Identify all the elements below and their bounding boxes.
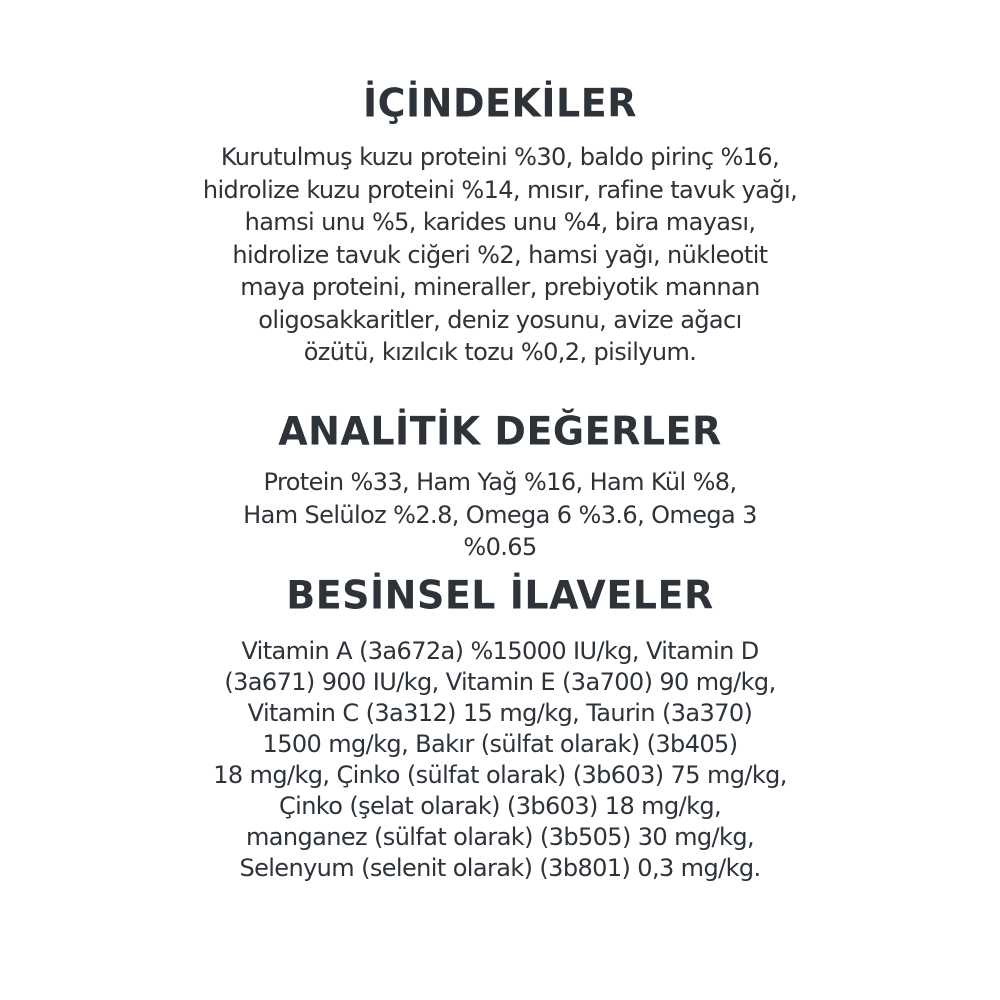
ingredients-line: maya proteini, mineraller, prebiyotik mannan	[240, 273, 760, 301]
nutritional-additives-line: 1500 mg/kg, Bakır (sülfat olarak) (3b405)	[262, 730, 738, 758]
ingredients-heading: İÇİNDEKİLER	[363, 80, 637, 126]
analytic-values-text	[0, 466, 1000, 564]
ingredients-line: oligosakkaritler, deniz yosunu, avize ağacı	[258, 305, 742, 334]
nutritional-additives-line: Çinko (şelat olarak) (3b603) 18 mg/kg,	[278, 792, 722, 820]
nutritional-additives-heading: BESİNSEL İLAVELER	[286, 572, 714, 618]
nutritional-additives-section	[0, 572, 1000, 884]
ingredients-line: hidrolize tavuk ciğeri %2, hamsi yağı, nükleotit	[232, 240, 768, 269]
nutritional-additives-line: Vitamin C (3a312) 15 mg/kg, Taurin (3a370)	[247, 699, 753, 727]
ingredients-line: hamsi unu %5, karides unu %4, bira mayası,	[244, 208, 756, 236]
ingredients-line: Kurutulmuş kuzu proteini %30, baldo pirinç %16,	[220, 143, 780, 171]
nutritional-additives-line: 18 mg/kg, Çinko (sülfat olarak) (3b603) 75 mg/kg,	[213, 761, 787, 789]
analytic-values-line: Protein %33, Ham Yağ %16, Ham Kül %8,	[263, 468, 737, 496]
analytic-values-line: %0.65	[463, 533, 537, 561]
analytic-values-heading: ANALİTİK DEĞERLER	[278, 408, 722, 454]
analytic-values-line: Ham Selüloz %2.8, Omega 6 %3.6, Omega 3	[243, 500, 757, 529]
analytic-values-section	[0, 408, 1000, 564]
nutritional-additives-text	[0, 636, 1000, 884]
ingredients-section	[0, 80, 1000, 369]
ingredients-line: özütü, kızılcık tozu %0,2, pisilyum.	[303, 338, 697, 366]
nutritional-additives-line: Selenyum (selenit olarak) (3b801) 0,3 mg/kg.	[239, 854, 761, 882]
ingredients-line: hidrolize kuzu proteini %14, mısır, rafine tavuk yağı,	[202, 175, 798, 204]
nutritional-additives-line: manganez (sülfat olarak) (3b505) 30 mg/kg,	[245, 823, 754, 851]
nutritional-additives-line: (3a671) 900 IU/kg, Vitamin E (3a700) 90 mg/kg,	[224, 668, 776, 696]
nutritional-additives-line: Vitamin A (3a672a) %15000 IU/kg, Vitamin D	[241, 637, 759, 665]
ingredients-text	[0, 141, 1000, 369]
